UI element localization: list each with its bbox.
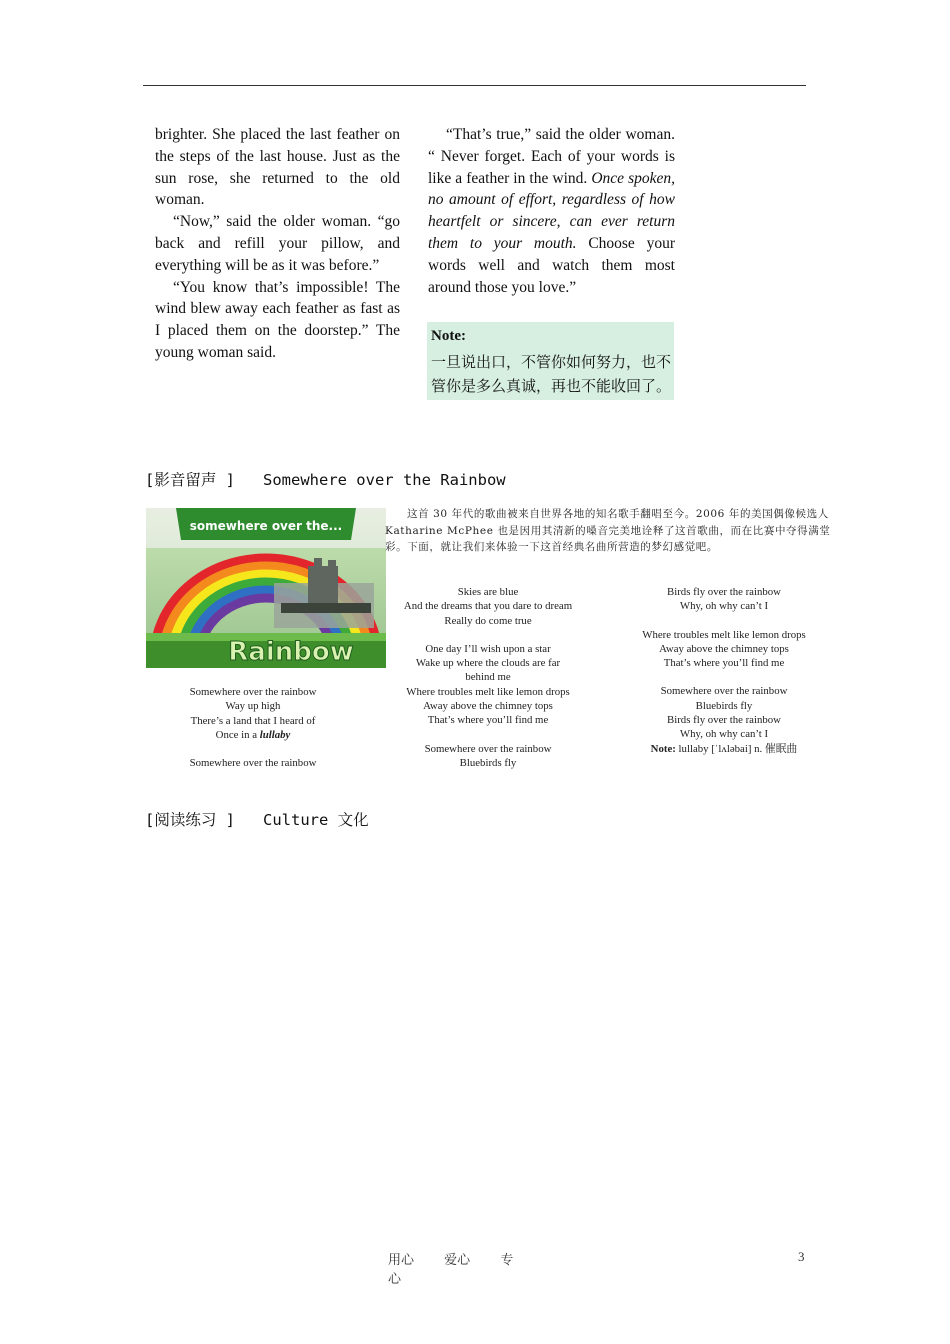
story-paragraph: “Now,” said the older woman. “go back and refill your pillow, and everything will be as it was before.” (155, 213, 400, 274)
lyric-lullaby: lullaby (259, 728, 291, 741)
story-italic-text: Once spoken, no amount of effort, regardless of how heartfelt or sincere, can ever return them to your mouth. (428, 169, 675, 252)
note-box (427, 322, 674, 400)
lyric-line: That’s where you’ll find me (663, 657, 785, 670)
story-left-column (155, 124, 400, 364)
lyric-line: Birds fly over the rainbow (667, 714, 781, 727)
lyric-line: There’s a land that I heard of (190, 714, 316, 727)
header-rule (143, 85, 806, 86)
lyrics-column-1 (160, 685, 346, 770)
lyric-line: Bluebirds fly (459, 756, 517, 769)
story-paragraph: brighter. She placed the last feather on the steps of the last house. Just as the sun rose, she returned to the old woman. (155, 126, 400, 209)
lyric-line: Really do come true (444, 614, 532, 627)
lyric-line: Somewhere over the rainbow (660, 685, 788, 698)
note-label: Note: (431, 328, 466, 344)
story-right-column (428, 124, 675, 298)
album-cover-image (146, 508, 386, 668)
lyric-line: Somewhere over the rainbow (424, 742, 552, 755)
album-cover-art (146, 508, 386, 668)
lyric-line: Birds fly over the rainbow (667, 586, 781, 598)
section-heading-reading: [阅读练习 ] Culture 文化 (145, 811, 369, 829)
lyric-line: One day I’ll wish upon a star (425, 642, 551, 655)
stanza-gap (388, 628, 588, 642)
lyric-line: behind me (465, 671, 511, 684)
story-paragraph (428, 124, 675, 298)
page-number: 3 (798, 1249, 805, 1264)
footer-motto (388, 1249, 548, 1287)
lyric-line (160, 728, 346, 742)
stanza-gap (388, 728, 588, 742)
stanza-gap (626, 670, 822, 684)
lyric-line: And the dreams that you dare to dream (403, 600, 573, 613)
lyric-line: Somewhere over the rainbow (189, 686, 317, 698)
stanza-gap (626, 614, 822, 628)
lyrics-column-2 (388, 585, 588, 770)
stanza-gap (160, 742, 346, 756)
footer-item: 用心 (388, 1253, 415, 1268)
story-text: “That’s true,” said the older woman. “ Never forget. Each of your words is like a feather in the wind. (428, 126, 675, 187)
lyric-line: Why, oh why can’t I (679, 600, 769, 613)
section-heading-song: [影音留声 ] Somewhere over the Rainbow (145, 471, 506, 489)
story-paragraph: “You know that’s impossible! The wind blew away each feather as fast as I placed them on the doorstep.” The young woman said. (155, 278, 400, 361)
lyric-line: Why, oh why can’t I (679, 728, 769, 741)
lyric-line: Away above the chimney tops (423, 700, 553, 713)
intro-text: 这首 30 年代的歌曲被来自世界各地的知名歌手翻唱至今。2006 年的美国偶像候选人 Katharine McPhee 也是因用其清新的嗓音完美地诠释了这首歌曲，而在比赛中夺得满堂彩。下面，就让我们来体验一下这首经典名曲所营造的梦幻感觉吧。 (385, 508, 831, 553)
story-text: Choose your words well and watch them most around those you love.” (428, 234, 675, 296)
note-text: 一旦说出口，不管你如何努力，也不管你是多么真诚，再也不能收回了。 (431, 353, 672, 395)
song-intro (385, 506, 831, 556)
footer-item: 专心 (388, 1253, 514, 1287)
lyric-line: Bluebirds fly (695, 699, 753, 712)
lyric-line: Where troubles melt like lemon drops (406, 685, 570, 698)
album-title-bottom: Rainbow (228, 637, 354, 667)
lyric-line: Where troubles melt like lemon drops (642, 628, 806, 641)
lyric-text: Once in a (215, 728, 260, 741)
lyric-note (626, 742, 822, 756)
lyric-line: Wake up where the clouds are far (415, 657, 561, 670)
lyric-line: That’s where you’ll find me (427, 714, 549, 727)
lyric-note-text: lullaby [ˈlʌləbai] n. 催眠曲 (675, 742, 798, 755)
lyric-note-label: Note: (650, 742, 676, 755)
lyric-line: Way up high (225, 700, 281, 713)
lyrics-column-3 (626, 585, 822, 756)
lyric-line: Skies are blue (457, 586, 519, 598)
footer-item: 爱心 (444, 1253, 471, 1268)
lyric-line: Somewhere over the rainbow (189, 757, 317, 770)
lyric-line: Away above the chimney tops (659, 642, 789, 655)
album-title-top: somewhere over the... (189, 519, 343, 533)
